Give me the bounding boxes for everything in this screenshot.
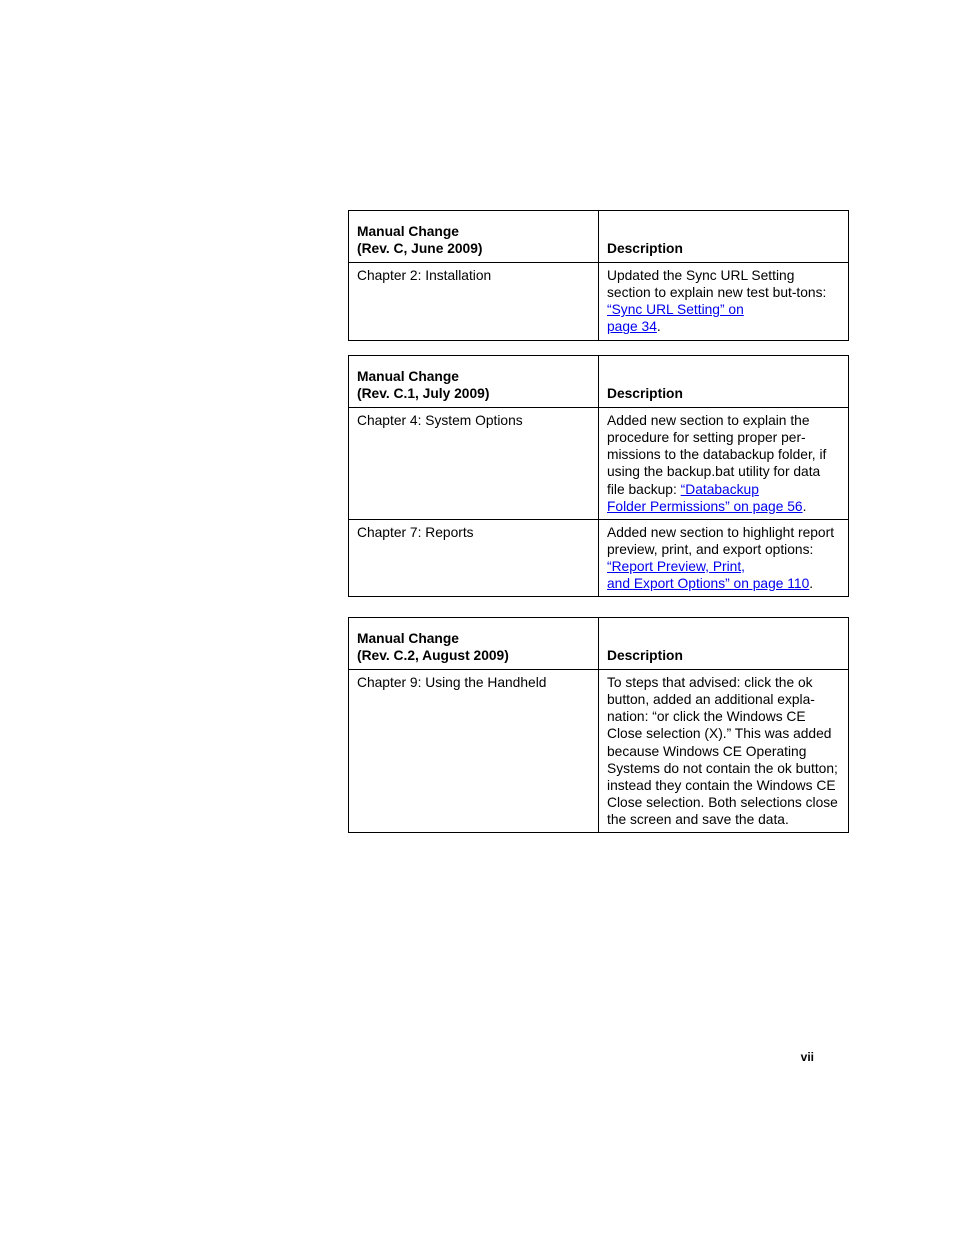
chapter-cell: Chapter 9: Using the Handheld <box>349 670 599 833</box>
chapter-cell: Chapter 7: Reports <box>349 519 599 596</box>
chapter-cell: Chapter 4: System Options <box>349 408 599 520</box>
header-label: Manual Change <box>357 369 459 384</box>
table-row <box>349 670 849 833</box>
description-header: Description <box>599 211 849 263</box>
description-cell <box>599 519 849 596</box>
header-revision: (Rev. C.1, July 2009) <box>357 386 490 402</box>
cross-reference-link[interactable]: “Databackup Folder Permissions” on page 56 <box>607 481 803 514</box>
header-revision: (Rev. C.2, August 2009) <box>357 648 509 664</box>
trailing-period: . <box>656 319 661 335</box>
manual-change-header <box>349 356 599 408</box>
table-header-row <box>349 618 849 670</box>
trailing-period: . <box>802 498 807 514</box>
description-header: Description <box>599 356 849 408</box>
description-cell <box>599 408 849 520</box>
cross-reference-link[interactable]: “Report Preview, Print, and Export Options” on page 110 <box>607 558 810 592</box>
header-revision: (Rev. C, June 2009) <box>357 241 483 257</box>
header-label: Manual Change <box>357 224 459 239</box>
table-row <box>349 519 849 596</box>
table-header-row <box>349 211 849 263</box>
chapter-cell: Chapter 2: Installation <box>349 263 599 340</box>
manual-change-header <box>349 211 599 263</box>
table-header-row <box>349 356 849 408</box>
table-row <box>349 408 849 520</box>
table-row <box>349 263 849 340</box>
revision-table-c <box>348 210 849 341</box>
description-text: Added new section to explain the procedure for setting proper per-missions to the databackup folder, if using the backup.bat utility for data file backup: <box>607 413 827 497</box>
page-number: vii <box>800 1050 814 1064</box>
description-text: Updated the Sync URL Setting section to explain new test but-tons: <box>607 268 827 301</box>
cross-reference-link[interactable]: “Sync URL Setting” on page 34 <box>607 302 744 335</box>
trailing-period: . <box>809 576 814 592</box>
description-header: Description <box>599 618 849 670</box>
manual-change-header <box>349 618 599 670</box>
description-text: Added new section to highlight report preview, print, and export options: <box>607 524 835 557</box>
header-label: Manual Change <box>357 631 459 646</box>
description-cell: To steps that advised: click the ok button, added an additional expla-nation: “or click the Windows CE Close selection (X).” This was added because Windows CE Operating Systems do not contain the ok button; instead they contain the Windows CE Close selection. Both selections close the screen and save the data. <box>599 670 849 833</box>
revision-table-c1 <box>348 355 849 597</box>
revision-table-c2 <box>348 617 849 833</box>
description-cell <box>599 263 849 340</box>
